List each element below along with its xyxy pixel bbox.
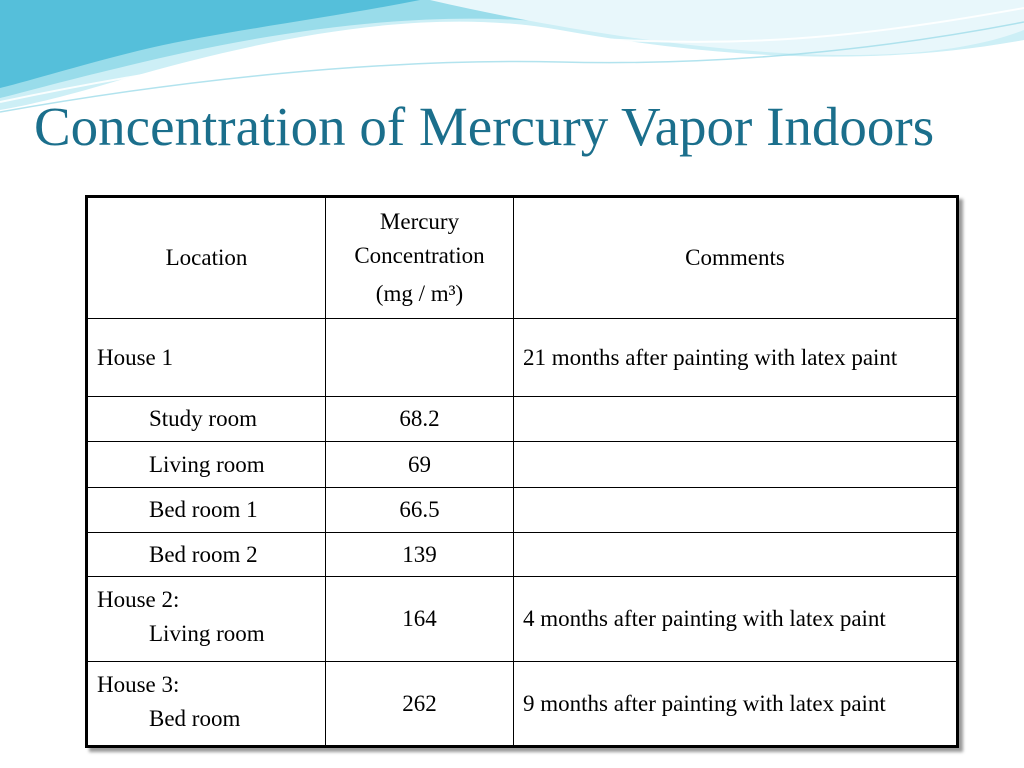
concentration-cell: 139 [326,533,514,577]
location-house: House 2: [97,587,180,612]
header-location: Location [87,197,326,319]
location-cell [87,577,326,662]
comment-cell: 21 months after painting with latex paint [514,319,958,397]
header-concentration-unit: (mg / m³) [375,281,464,306]
comment-cell [514,397,958,442]
concentration-cell: 69 [326,442,514,488]
comment-cell: 9 months after painting with latex paint [514,662,958,747]
table-row [87,488,958,533]
mercury-concentration-table [85,195,959,748]
concentration-cell: 66.5 [326,488,514,533]
location-room: Living room [149,621,265,646]
table-row [87,533,958,577]
location-house: House 3: [97,672,180,697]
header-comments: Comments [514,197,958,319]
concentration-cell: 68.2 [326,397,514,442]
concentration-cell: 164 [326,577,514,662]
concentration-cell [326,319,514,397]
location-cell: Living room [87,442,326,488]
table-row [87,577,958,662]
concentration-cell: 262 [326,662,514,747]
header-concentration-line2: Concentration [354,243,485,268]
comment-cell [514,533,958,577]
location-cell: House 1 [87,319,326,397]
table-header-row [87,197,958,319]
comment-cell [514,442,958,488]
location-cell: Bed room 1 [87,488,326,533]
location-cell: Bed room 2 [87,533,326,577]
comment-cell: 4 months after painting with latex paint [514,577,958,662]
location-room: Bed room [149,706,241,731]
table-row [87,442,958,488]
header-concentration [326,197,514,319]
comment-cell [514,488,958,533]
table-row [87,319,958,397]
slide-title: Concentration of Mercury Vapor Indoors [34,96,935,157]
header-concentration-line1: Mercury [379,209,460,234]
location-cell [87,662,326,747]
table-row [87,662,958,747]
table-row [87,397,958,442]
location-cell: Study room [87,397,326,442]
